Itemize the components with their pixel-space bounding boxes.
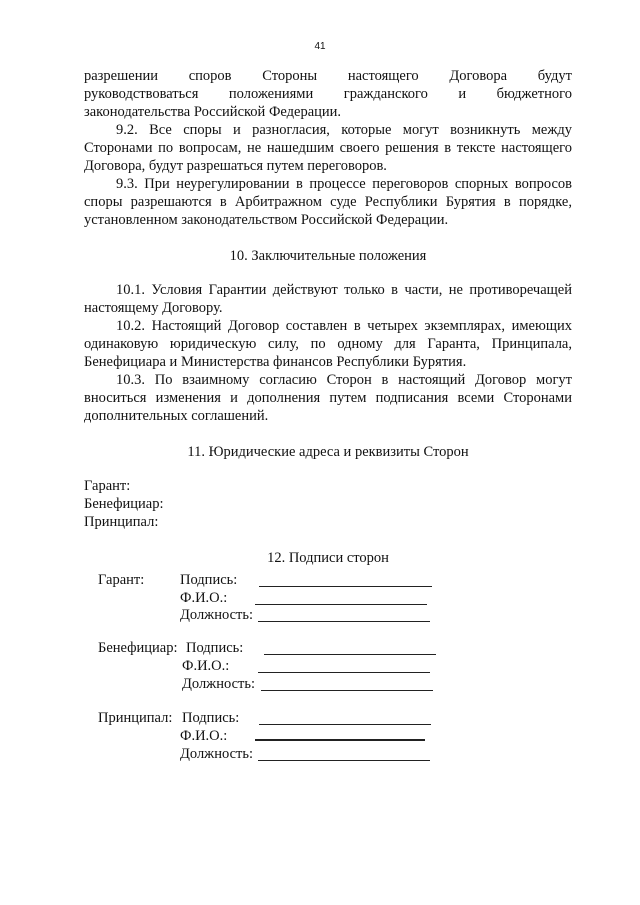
- word: будут: [537, 68, 572, 84]
- principal-label: Принципал:: [84, 514, 159, 530]
- signature-label: Подпись:: [182, 710, 240, 726]
- signature-label: Подпись:: [180, 572, 238, 588]
- fio-label: Ф.И.О.:: [180, 590, 228, 606]
- fio-label: Ф.И.О.:: [182, 658, 230, 674]
- word: бюджетного: [496, 86, 572, 102]
- word: настоящего: [347, 68, 419, 84]
- beneficiary-label: Бенефициар:: [84, 496, 164, 512]
- position-label: Должность:: [180, 607, 253, 623]
- clause-10-1: 10.1. Условия Гарантии действуют только в части, не противоречащей настоящему Договору.: [84, 282, 572, 316]
- position-line[interactable]: [258, 746, 430, 761]
- word: и: [458, 86, 467, 102]
- section11-heading: 11. Юридические адреса и реквизиты Сторон: [187, 444, 469, 460]
- section10-heading: 10. Заключительные положения: [229, 248, 427, 264]
- page-number: 41: [314, 41, 326, 52]
- fio-label: Ф.И.О.:: [180, 728, 228, 744]
- word: руководствоваться: [84, 86, 199, 102]
- signature-label: Подпись:: [186, 640, 244, 656]
- clause-9-3: 9.3. При неурегулировании в процессе переговоров спорных вопросов споры разрешаются в Арбитражном суде Республики Бурятия в порядке, установленном законодательством Российской Федерации.: [84, 176, 572, 228]
- party-label: Принципал:: [98, 710, 173, 726]
- guarantor-label: Гарант:: [84, 478, 131, 494]
- word: положениями: [228, 86, 314, 102]
- word: разрешении: [84, 68, 158, 84]
- word: Договора: [449, 68, 508, 84]
- section12-heading: 12. Подписи сторон: [267, 550, 389, 566]
- section9-line3: законодательства Российской Федерации.: [84, 104, 342, 120]
- clause-10-2: 10.2. Настоящий Договор составлен в четырех экземплярах, имеющих одинаковую юридическую силу, по одному для Гаранта, Принципала, Бенефициара и Министерства финансов Республики Бурятия.: [84, 318, 572, 370]
- clause-9-2: 9.2. Все споры и разногласия, которые могут возникнуть между Сторонами по вопросам, не нашедшим своего решения в тексте настоящего Договора, будут разрешаться путем переговоров.: [84, 122, 572, 174]
- word: споров: [188, 68, 232, 84]
- word: гражданского: [343, 86, 428, 102]
- word: Стороны: [262, 68, 318, 84]
- position-label: Должность:: [180, 746, 253, 762]
- party-label: Гарант:: [98, 572, 145, 588]
- clause-10-3: 10.3. По взаимному согласию Сторон в настоящий Договор могут вноситься изменения и дополнения путем подписания всеми Сторонами дополнительных соглашений.: [84, 372, 572, 424]
- position-label: Должность:: [182, 676, 255, 692]
- fio-line[interactable]: [255, 725, 425, 741]
- signature-line[interactable]: [259, 710, 431, 725]
- party-label: Бенефициар:: [98, 640, 178, 656]
